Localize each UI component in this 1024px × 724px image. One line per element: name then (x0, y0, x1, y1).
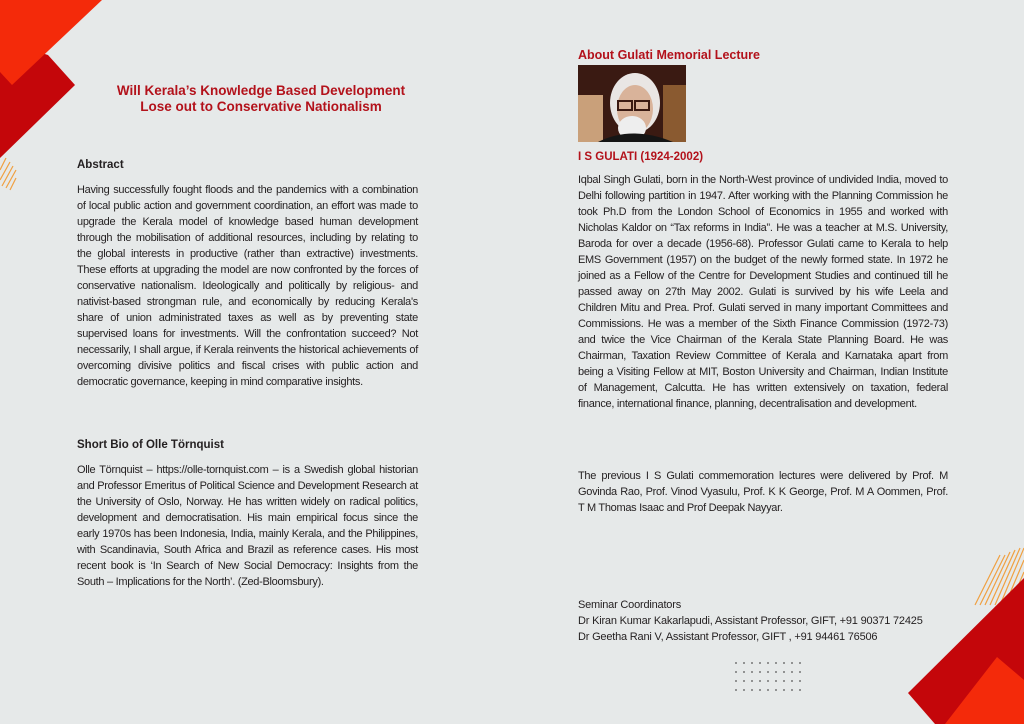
dot (783, 662, 785, 664)
dot (767, 662, 769, 664)
dot (735, 662, 737, 664)
coordinator-entry: Dr Kiran Kumar Kakarlapudi, Assistant Professor, GIFT, +91 90371 72425 (578, 615, 923, 627)
dot (759, 680, 761, 682)
dot (799, 689, 801, 691)
abstract-text: Having successfully fought floods and the pandemics with a combination of local public action and government coordination, an effort was made to upgrade the Kerala model of knowledge based human development through the mobilisation of additional resources, including by relating to the global interests in productive (rather than extractive) investments. These efforts at upgrading the model are now confronted by the forces of conservative nationalism. Ideologically and politically by religious- and nativist-based strongman rule, and economically by reducing Kerala's share of union administrated taxes as well as by preventing state supervised loans for investments. Will the confrontation succeed? Not necessarily, I shall argue, if Kerala reinvents the historical achievements of overcoming divisive politics and fiscal crises with public action and democratic governance, keeping in mind comparative insights. (77, 184, 418, 388)
dot (767, 689, 769, 691)
gulati-name-heading: I S GULATI (1924-2002) (578, 151, 704, 163)
dot (735, 680, 737, 682)
dot (775, 680, 777, 682)
bottom-right-shapes (908, 548, 1024, 724)
abstract-heading: Abstract (77, 159, 124, 171)
dot (751, 662, 753, 664)
dot (783, 689, 785, 691)
dot (799, 662, 801, 664)
gulati-portrait-photo (578, 65, 686, 142)
coordinator-entry: Dr Geetha Rani V, Assistant Professor, GIFT , +91 94461 76506 (578, 631, 878, 643)
title-line: Lose out to Conservative Nationalism (140, 98, 382, 114)
dot (743, 689, 745, 691)
dot (791, 671, 793, 673)
dot (759, 662, 761, 664)
dot (743, 671, 745, 673)
dot (743, 680, 745, 682)
dot (775, 689, 777, 691)
bio-text: Olle Törnquist – https://olle-tornquist.com – is a Swedish global historian and Professor Emeritus of Political Science and Development Research at the University of Oslo, Norway. He has written widely on radical politics, development and democratisation. His main empirical focus since the early 1970s has been Indonesia, India, mainly Kerala, and the Philippines, with Scandinavia, South Africa and Brazil as reference cases. His most recent book is ‘In Search of New Social Democracy: Insights from the South – Implications for the North’. (Zed-Bloomsbury). (77, 464, 418, 588)
gulati-bio-text: Iqbal Singh Gulati, born in the North-West province of undivided India, moved to Delhi following partition in 1947. After working with the Planning Commission he took Ph.D from the London School of Economics in 1955 and worked with Nicholas Kaldor on “Tax reforms in India”. He was a teacher at M.S. University, Baroda for over a decade (1956-68). Professor Gulati came to Kerala to help EMS Government (1957) on the budget of the newly formed state. In 1972 he joined as a Fellow of the Centre for Development Studies and continued till he passed away on 27th May 2002. Gulati is survived by his wife Leela and Children Mitu and Prea. Prof. Gulati served in many important Committees and Commissions. He was a member of the Sixth Finance Commission (1972-73) and twice the Vice Chairman of the Kerala State Planning Board. He was Chairman, Taxation Review Committee of Kerala and Karnataka apart from being a Visiting Fellow at MIT, Boston University and Chairman, Indian Institute of Management, Calcutta. He has written extensively on taxation, federal finance, international finance, planning, decentralisation and development. (578, 174, 948, 410)
dot (791, 680, 793, 682)
dot (783, 671, 785, 673)
dot (751, 671, 753, 673)
about-heading: About Gulati Memorial Lecture (578, 48, 760, 62)
dot (735, 671, 737, 673)
dot (791, 662, 793, 664)
dot (775, 671, 777, 673)
dot (767, 671, 769, 673)
dot (799, 680, 801, 682)
dot (751, 680, 753, 682)
seminar-coordinators (578, 597, 923, 645)
dot (759, 671, 761, 673)
dot (783, 680, 785, 682)
title-line: Will Kerala’s Knowledge Based Development (116, 83, 406, 98)
bio-heading: Short Bio of Olle Törnquist (77, 439, 224, 451)
dot (759, 689, 761, 691)
dot (743, 662, 745, 664)
dot (767, 680, 769, 682)
dot (791, 689, 793, 691)
previous-lectures-text: The previous I S Gulati commemoration lectures were delivered by Prof. M Govinda Rao, Prof. Vinod Vyasulu, Prof. K K George, Prof. M A Oommen, Prof. T M Thomas Isaac and Prof Deepak Nayyar. (578, 470, 948, 514)
dot (735, 689, 737, 691)
dot (775, 662, 777, 664)
dot-grid-decoration (733, 660, 805, 696)
dot (751, 689, 753, 691)
coordinators-heading: Seminar Coordinators (578, 599, 681, 611)
dot (799, 671, 801, 673)
lecture-title (80, 83, 442, 114)
